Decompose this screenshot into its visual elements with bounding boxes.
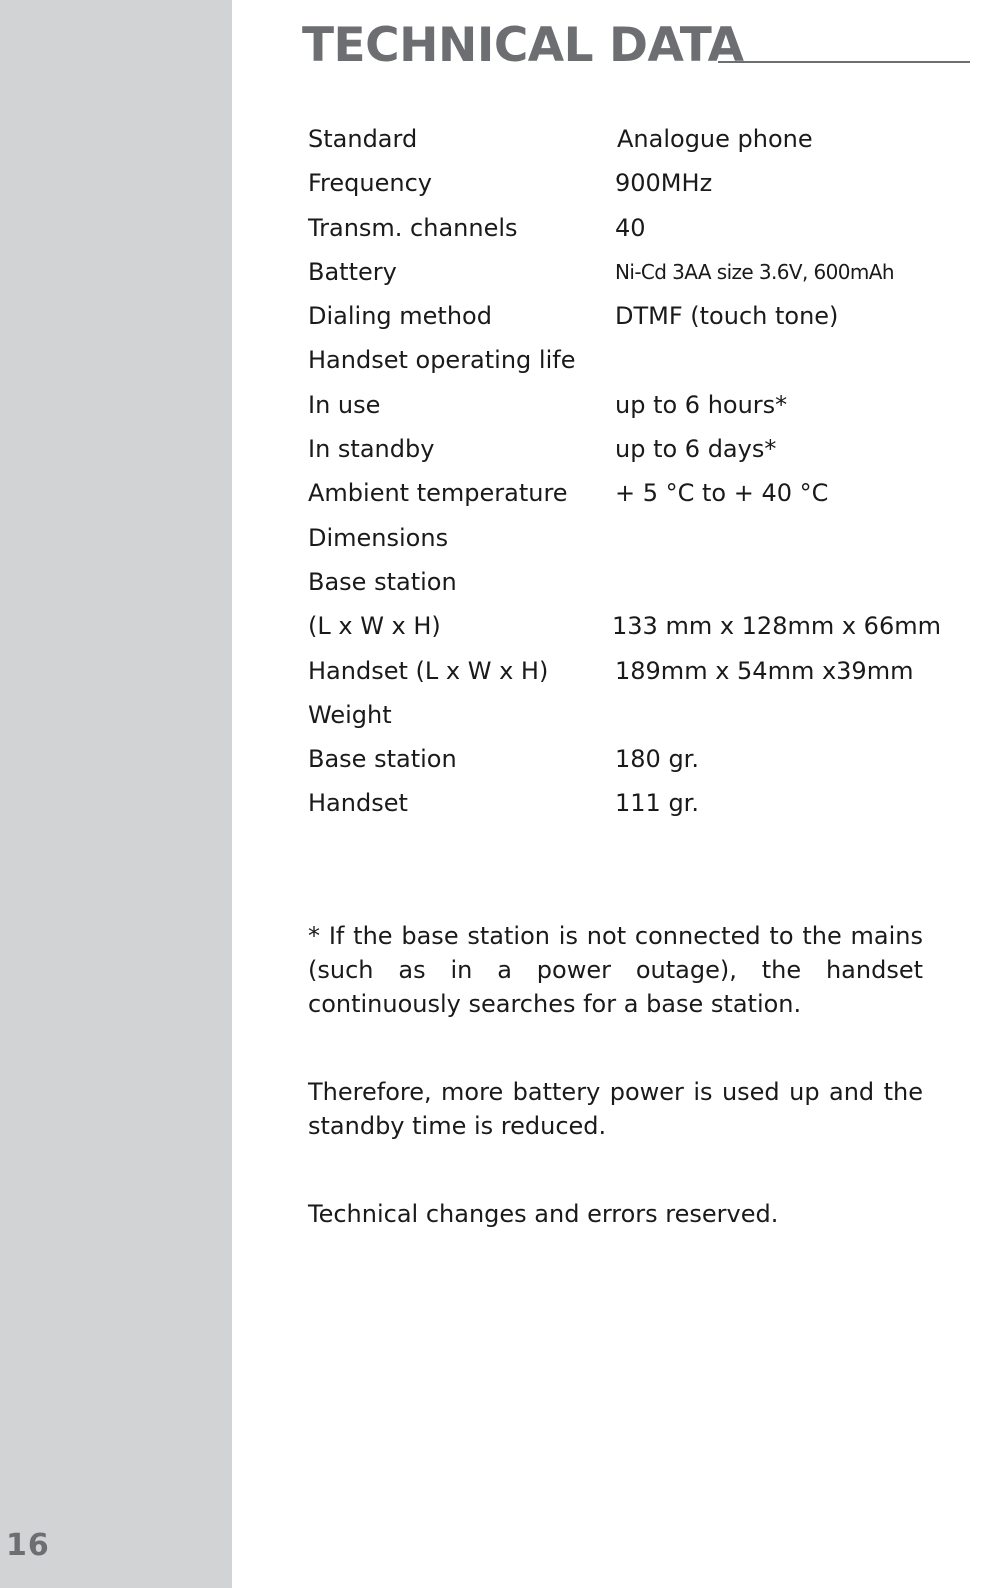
spec-row-channels xyxy=(308,206,948,250)
spec-label: Base station xyxy=(308,567,457,596)
spec-row-base-station-weight xyxy=(308,737,948,781)
spec-label: Battery xyxy=(308,257,397,286)
spec-row-standard xyxy=(308,117,948,161)
spec-row-frequency xyxy=(308,161,948,205)
page-number: 16 xyxy=(6,1528,50,1563)
spec-value: 900MHz xyxy=(615,169,713,198)
battery-note-paragraph: Therefore, more battery power is used up and the standby time is reduced. xyxy=(308,1078,923,1140)
spec-label: Weight xyxy=(308,700,392,729)
spec-value: + 5 °C to + 40 °C xyxy=(615,479,829,508)
footnote-paragraph: * If the base station is not connected to the mains (such as in a power outage), the handset continuously searches for a base station. xyxy=(308,922,923,1018)
title-rule xyxy=(718,61,970,63)
spec-label: Handset (L x W x H) xyxy=(308,656,549,685)
spec-label: Dialing method xyxy=(308,302,492,331)
spec-row-handset-lwh xyxy=(308,649,948,693)
page-title: TECHNICAL DATA xyxy=(302,18,744,73)
spec-value: 111 gr. xyxy=(615,789,699,818)
spec-value: 133 mm x 128mm x 66mm xyxy=(612,612,941,641)
spec-label: Frequency xyxy=(308,169,432,198)
spec-row-in-standby xyxy=(308,427,948,471)
spec-value: 40 xyxy=(615,213,646,242)
spec-list xyxy=(308,117,948,826)
spec-value: 180 gr. xyxy=(615,745,699,774)
spec-row-dialing xyxy=(308,294,948,338)
spec-value: up to 6 hours* xyxy=(615,390,788,419)
spec-label: Ambient temperature xyxy=(308,479,568,508)
spec-label: Base station xyxy=(308,745,457,774)
spec-value: DTMF (touch tone) xyxy=(615,302,839,331)
spec-row-battery xyxy=(308,250,948,294)
spec-label: (L x W x H) xyxy=(308,612,441,641)
spec-row-ambient-temperature xyxy=(308,471,948,515)
spec-label: Handset xyxy=(308,789,408,818)
spec-row-dimensions xyxy=(308,516,948,560)
spec-row-in-use xyxy=(308,383,948,427)
spec-row-weight xyxy=(308,693,948,737)
spec-label: Standard xyxy=(308,125,418,153)
disclaimer-paragraph: Technical changes and errors reserved. xyxy=(308,1200,779,1228)
spec-label: Handset operating life xyxy=(308,346,576,375)
page-sidebar xyxy=(0,0,232,1588)
spec-label: Transm. channels xyxy=(308,213,518,242)
spec-value: Analogue phone xyxy=(617,125,813,153)
spec-row-base-lwh xyxy=(308,604,948,648)
spec-value: up to 6 days* xyxy=(615,435,777,464)
spec-label: Dimensions xyxy=(308,523,449,552)
spec-row-base-station-dimensions xyxy=(308,560,948,604)
spec-value: Ni-Cd 3AA size 3.6V, 600mAh xyxy=(615,259,894,284)
spec-row-handset-weight xyxy=(308,781,948,825)
spec-label: In standby xyxy=(308,435,435,464)
spec-value: 189mm x 54mm x39mm xyxy=(615,656,914,685)
spec-row-operating-life xyxy=(308,338,948,382)
spec-label: In use xyxy=(308,390,381,419)
